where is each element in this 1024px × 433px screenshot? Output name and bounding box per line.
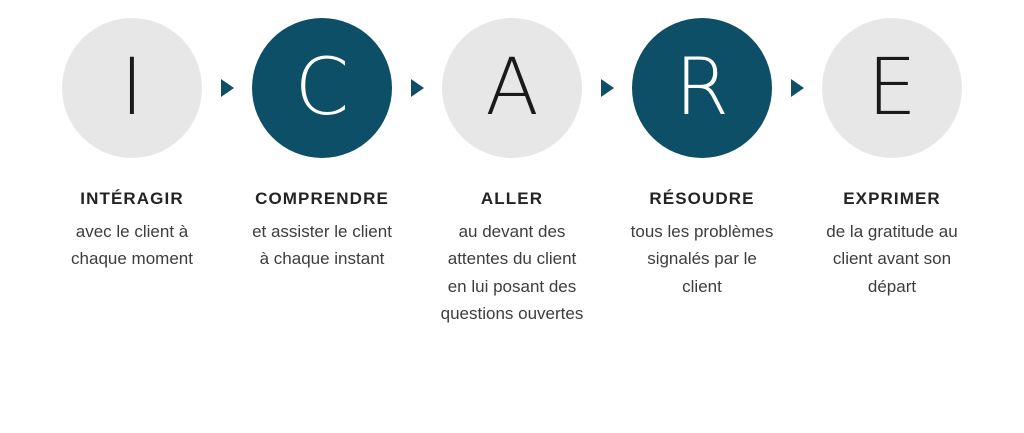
- caption-resoudre: [626, 188, 778, 300]
- caption-aller: [436, 188, 588, 327]
- step-exprimer: [816, 18, 968, 300]
- arrow-right-icon: [411, 79, 424, 97]
- circle-r: [632, 18, 772, 158]
- step-title: ALLER: [480, 189, 544, 208]
- circle-a: [442, 18, 582, 158]
- step-title: INTÉRAGIR: [80, 189, 184, 208]
- letter-e: E: [867, 43, 917, 133]
- step-description: au devant des attentes du client en lui posant des questions ouvertes: [440, 222, 584, 323]
- arrow-right-icon-3: [588, 18, 626, 158]
- arrow-right-icon: [601, 79, 614, 97]
- arrow-right-icon: [221, 79, 234, 97]
- step-description: avec le client à chaque moment: [71, 222, 193, 269]
- circle-i: [62, 18, 202, 158]
- arrow-right-icon: [791, 79, 804, 97]
- step-description: de la gratitude au client avant son départ: [826, 222, 958, 296]
- step-description: tous les problèmes signalés par le client: [630, 222, 774, 296]
- circle-c: [252, 18, 392, 158]
- circle-e: [822, 18, 962, 158]
- step-title: RÉSOUDRE: [649, 189, 755, 208]
- arrow-right-icon-1: [208, 18, 246, 158]
- caption-interagir: [56, 188, 208, 273]
- step-resoudre: [626, 18, 778, 300]
- step-description: et assister le client à chaque instant: [252, 222, 392, 269]
- letter-a: A: [485, 43, 539, 133]
- arrow-right-icon-4: [778, 18, 816, 158]
- caption-exprimer: [816, 188, 968, 300]
- step-aller: [436, 18, 588, 327]
- arrow-right-icon-2: [398, 18, 436, 158]
- letter-r: R: [674, 43, 730, 133]
- letter-c: C: [294, 43, 350, 133]
- step-title: EXPRIMER: [843, 189, 941, 208]
- step-interagir: [56, 18, 208, 273]
- letter-i: I: [120, 43, 144, 133]
- caption-comprendre: [246, 188, 398, 273]
- step-title: COMPRENDRE: [255, 189, 389, 208]
- step-comprendre: [246, 18, 398, 273]
